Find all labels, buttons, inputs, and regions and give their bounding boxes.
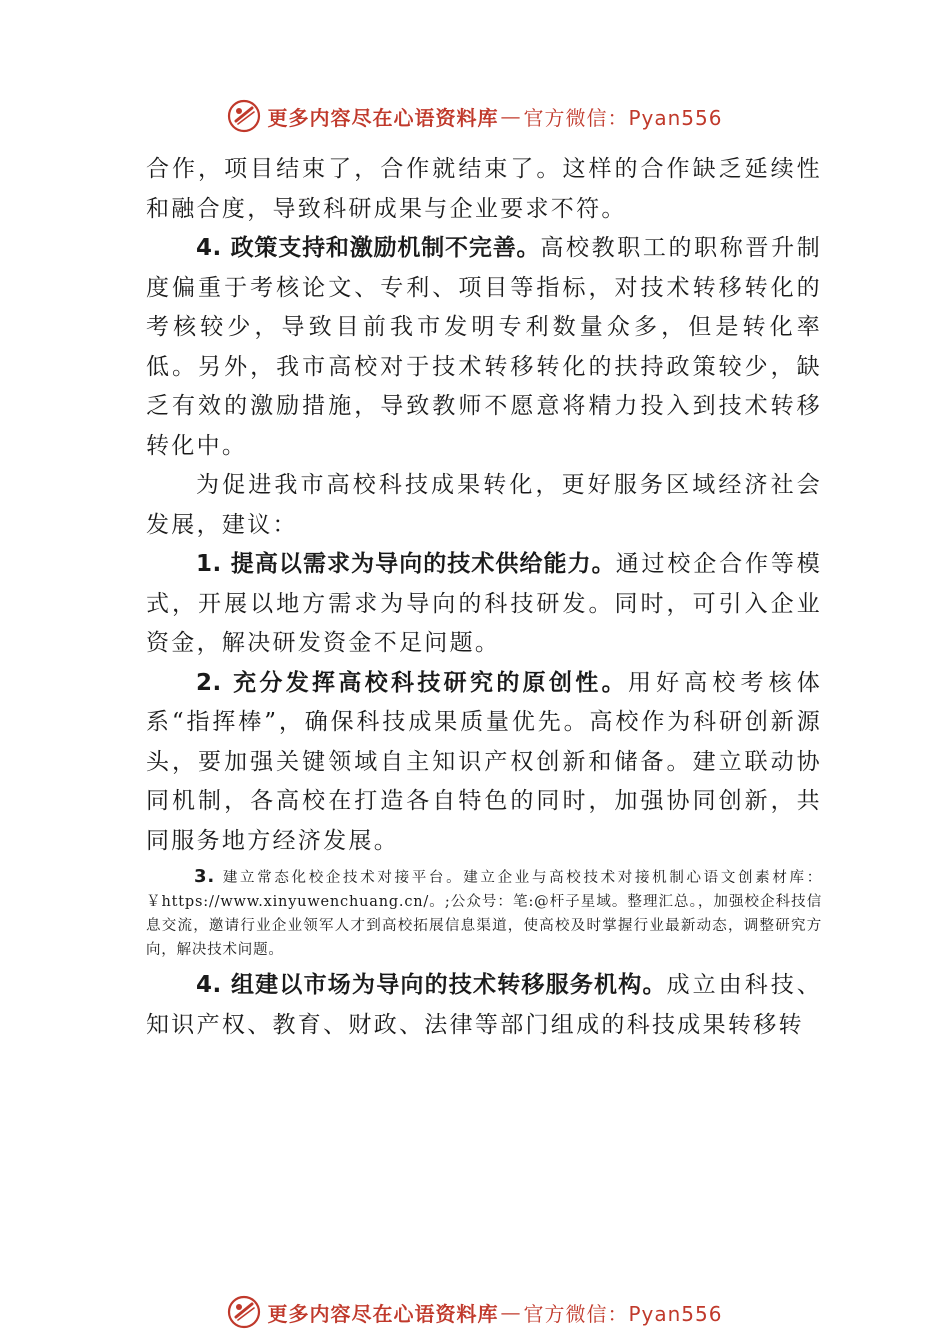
document-body: [146, 150, 822, 1045]
paragraph-suggestions-intro: 为促进我市高校科技成果转化，更好服务区域经济社会发展，建议：: [146, 472, 822, 538]
paragraph-text: 建立常态化校企技术对接平台。建立企业与高校技术对接机制心语文创素材库：￥https://www.xinyuwenchuang.cn/。;公众号：笔:@杆子星域。整理汇总。，加强校企科技信息交流，邀请行业企业领军人才到高校拓展信息渠道，使高校及时掌握行业最新动态，调整研究方向，解决技术问题。: [146, 870, 822, 958]
paragraph-policy-support: [146, 229, 822, 466]
paragraph-suggestion-3: [146, 865, 822, 962]
watermark-separator: —: [500, 1300, 522, 1324]
watermark-wechat: 官方微信：Pyan556: [523, 1301, 723, 1326]
watermark-wechat: 官方微信：Pyan556: [523, 105, 723, 130]
watermark-separator: —: [500, 104, 522, 128]
paragraph-continuation: 合作，项目结束了，合作就结束了。这样的合作缺乏延续性和融合度，导致科研成果与企业要求不符。: [146, 156, 822, 222]
paragraph-suggestion-2: [146, 664, 822, 862]
paragraph-lead: 2. 充分发挥高校科技研究的原创性。: [196, 669, 628, 696]
paragraph-lead: 4. 组建以市场为导向的技术转移服务机构。: [196, 972, 667, 998]
paragraph-text: 成立由科技、知识产权、教育、财政、法律等部门组成的科技成果转移转: [146, 972, 823, 1038]
brand-logo-icon: [227, 1295, 261, 1329]
paragraph-suggestion-4: [146, 966, 822, 1045]
footer-watermark: [0, 1292, 950, 1332]
paragraph-number: 3.: [194, 866, 215, 887]
header-watermark: [0, 96, 950, 136]
paragraph-text: 用好高校考核体系“指挥棒”，确保科技成果质量优先。高校作为科研创新源头，要加强关键领域自主知识产权创新和储备。建立联动协同机制，各高校在打造各自特色的同时，加强协同创新，共 同服务地方经济发展。: [146, 669, 823, 854]
watermark-brand: 更多内容尽在心语资料库: [267, 105, 499, 130]
paragraph-lead: 4. 政策支持和激励机制不完善。: [196, 235, 541, 261]
brand-logo-icon: [227, 99, 261, 133]
paragraph-text: 通过校企合作等模式，开展以地方需求为导向的科技研发。同时，可引入企业资金，解决研发资金不足问题。: [146, 551, 822, 656]
paragraph-lead: 1. 提高以需求为导向的技术供给能力。: [196, 551, 616, 577]
paragraph-text: 高校教职工的职称晋升制度偏重于考核论文、专利、项目等指标，对技术转移转化的考核较少，导致目前我市发明专利数量众多，但是转化率低。另外，我市高校对于技术转移转化的扶持政策较少，缺乏有效的激励措施，导致教师不愿意将精力投入到技术转移转化中。: [146, 235, 822, 459]
watermark-brand: 更多内容尽在心语资料库: [267, 1301, 499, 1326]
paragraph-suggestion-1: [146, 545, 822, 664]
